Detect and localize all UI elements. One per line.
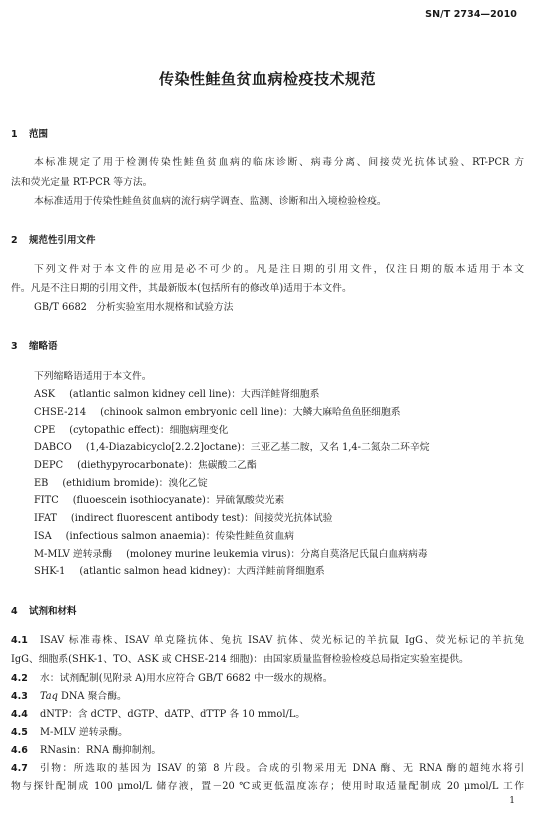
section-title: 试剂和材料: [29, 606, 77, 617]
paragraph-line: 下列文件对于本文件的应用是必不可少的。凡是注日期的引用文件，仅注日期的版本适用于本文: [34, 264, 524, 275]
item-number: 4.3: [11, 691, 28, 702]
page-title: 传染性鲑鱼贫血病检疫技术规范: [158, 70, 376, 88]
abbreviation-definition: (atlantic salmon kidney cell line)：大西洋鲑肾细胞系: [69, 389, 320, 400]
abbreviation-entry: [34, 478, 208, 490]
item-text: 物与探针配制成 100 μmol/L 储存液，置－20 ℃或更低温度冻存；使用时取适量配制成 20 μmol/L 工作: [11, 781, 524, 792]
item-text: RNasin：RNA 酶抑制剂。: [40, 745, 162, 756]
abbreviation-entry: [34, 460, 257, 472]
abbreviation-definition: (1,4-Diazabicyclo[2.2.2]octane)：三亚乙基二胺，又名 1,4-二氮杂二环辛烷: [85, 442, 430, 453]
abbreviation-entry: [34, 566, 325, 578]
paragraph-line: 本标准规定了用于检测传染性鲑鱼贫血病的临床诊断、病毒分离、间接荧光抗体试验、RT-PCR 方: [34, 157, 524, 168]
abbreviation-entry: [34, 425, 228, 437]
paragraph-line: 本标准适用于传染性鲑鱼贫血病的流行病学调查、监测、诊断和出入境检验检疫。: [34, 196, 387, 207]
item-number: 4.2: [11, 673, 28, 684]
reference-code: GB/T 6682: [34, 302, 87, 313]
abbreviation: DABCO: [34, 442, 72, 453]
section-title: 范围: [29, 129, 49, 140]
item-text: 水：试剂配制(见附录 A)用水应符合 GB/T 6682 中一级水的规格。: [40, 673, 333, 684]
paragraph-line: 法和荧光定量 RT-PCR 等方法。: [11, 177, 153, 188]
abbreviation-definition: (chinook salmon embryonic cell line)：大鳞大麻哈鱼鱼胚细胞系: [100, 407, 401, 418]
abbreviation-definition: (indirect fluorescent antibody test)：间接荧光抗体试验: [70, 513, 333, 524]
section-title: 缩略语: [29, 341, 58, 352]
item-text: dNTP：含 dCTP、dGTP、dATP、dTTP 各 10 mmol/L。: [40, 709, 306, 720]
abbreviation-definition: (atlantic salmon head kidney)：大西洋鲑前肾细胞系: [79, 566, 325, 577]
section-number: 4: [11, 606, 18, 617]
section-heading-scope: [11, 126, 48, 140]
section-number: 2: [11, 235, 18, 246]
abbreviation: ASK: [34, 389, 56, 400]
item-text: [40, 691, 127, 703]
item-number: 4.7: [11, 763, 28, 774]
paragraph-line: 件。凡是不注日期的引用文件，其最新版本(包括所有的修改单)适用于本文件。: [11, 283, 352, 294]
abbreviation-definition: (infectious salmon anaemia)：传染性鲑鱼贫血病: [65, 531, 294, 542]
section-heading-reagents: [11, 603, 77, 617]
item-text: 引物：所选取的基因为 ISAV 的第 8 片段。合成的引物采用无 DNA 酶、无 RNA 酶的超纯水将引: [40, 763, 524, 774]
abbreviation: IFAT: [34, 513, 57, 524]
section-title: 规范性引用文件: [29, 235, 96, 246]
section-heading-normative-references: [11, 232, 96, 246]
abbreviation-entry: [34, 549, 428, 561]
item-text-rest: DNA 聚合酶。: [57, 691, 127, 702]
abbreviation-definition: (diethypyrocarbonate)：焦碳酸二乙酯: [77, 460, 257, 471]
section-number: 3: [11, 341, 18, 352]
page-number: 1: [509, 796, 515, 806]
item-text: ISAV 标准毒株、ISAV 单克隆抗体、兔抗 ISAV 抗体、荧光标记的羊抗鼠 IgG、荧光标记的羊抗兔: [40, 635, 524, 646]
abbreviation: EB: [34, 478, 49, 489]
section-number: 1: [11, 129, 18, 140]
item-text: IgG、细胞系(SHK-1、TO、ASK 或 CHSE-214 细胞)：由国家质量监督检验检疫总局指定实验室提供。: [11, 654, 469, 665]
abbreviation-entry: [34, 495, 284, 507]
item-text: M-MLV 逆转录酶。: [40, 727, 128, 738]
abbreviation-definition: (moloney murine leukemia virus)：分离自莫洛尼氏鼠白血病病毒: [126, 549, 428, 560]
abbreviation-entry: [34, 531, 294, 543]
abbreviation: DEPC: [34, 460, 64, 471]
abbreviation-definition: (fluoescein isothiocyanate)：异硫氰酸荧光素: [72, 495, 285, 506]
reference-title: 分析实验室用水规格和试验方法: [96, 302, 234, 313]
abbreviation: SHK-1: [34, 566, 66, 577]
abbreviation: FITC: [34, 495, 59, 506]
abbreviation-definition: (ethidium bromide)：溴化乙锭: [62, 478, 208, 489]
item-number: 4.4: [11, 709, 28, 720]
paragraph-line: 下列缩略语适用于本文件。: [34, 371, 152, 382]
italic-term: Taq: [40, 691, 58, 702]
abbreviation-entry: [34, 513, 332, 525]
abbreviation: CPE: [34, 425, 56, 436]
abbreviation-entry: [34, 442, 430, 454]
item-number: 4.5: [11, 727, 28, 738]
abbreviation-definition: (cytopathic effect)：细胞病理变化: [69, 425, 229, 436]
standard-code: SN/T 2734—2010: [425, 9, 517, 20]
abbreviation: ISA: [34, 531, 52, 542]
section-heading-abbreviations: [11, 338, 58, 352]
abbreviation-entry: [34, 407, 401, 419]
item-number: 4.1: [11, 635, 28, 646]
abbreviation: CHSE-214: [34, 407, 87, 418]
item-number: 4.6: [11, 745, 28, 756]
abbreviation-entry: [34, 389, 319, 401]
abbreviation: M-MLV 逆转录酶: [34, 549, 113, 560]
reference-entry: [34, 302, 233, 314]
